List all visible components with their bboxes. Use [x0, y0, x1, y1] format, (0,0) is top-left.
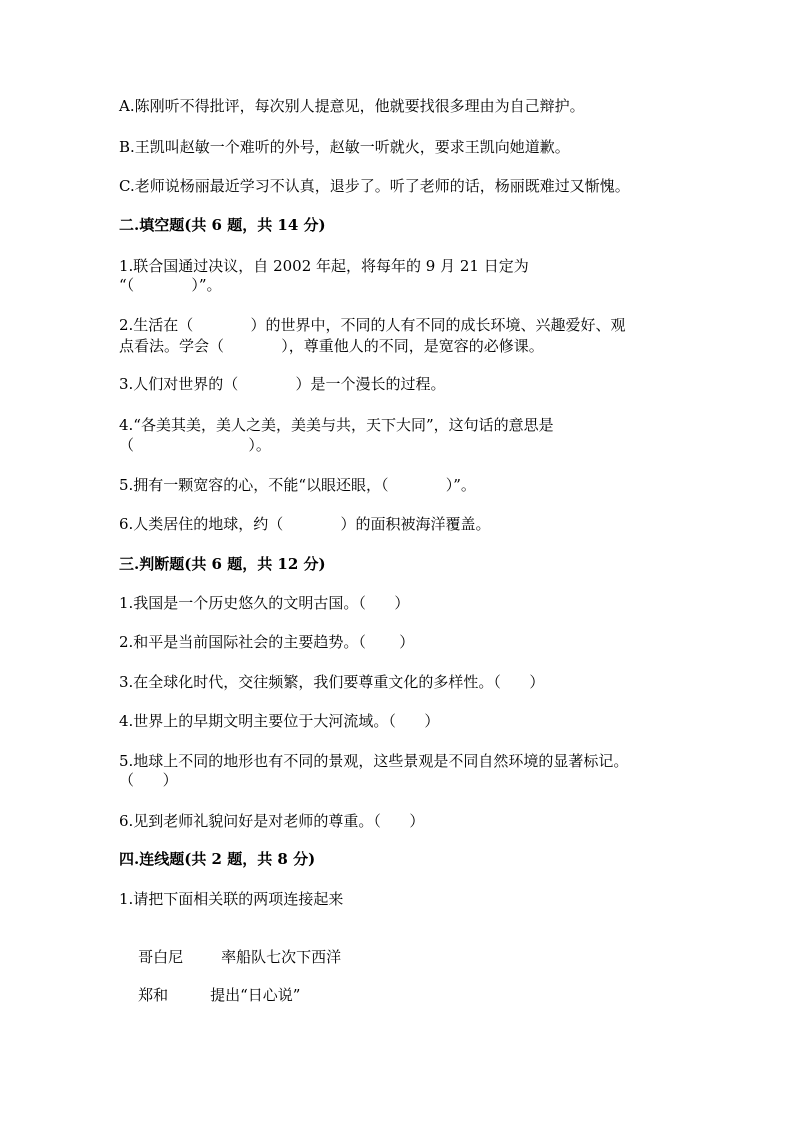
fill-blank-2-line-2: 点看法。学会（ ），尊重他人的不同，是宽容的必修课。	[119, 337, 544, 355]
fill-blank-5: 5.拥有一颗宽容的心，不能“以眼还眼，（ ）”。	[119, 476, 476, 494]
matching-right-item[interactable]: 率船队七次下西洋	[221, 948, 342, 966]
option-c: C.老师说杨丽最近学习不认真，退步了。听了老师的话，杨丽既难过又惭愧。	[119, 177, 630, 195]
matching-pair-2	[119, 968, 300, 1022]
fill-blank-2-line-1: 2.生活在（ ）的世界中，不同的人有不同的成长环境、兴趣爱好、观	[119, 316, 626, 334]
fill-blank-3: 3.人们对世界的（ ）是一个漫长的过程。	[119, 375, 446, 393]
judgement-1: 1.我国是一个历史悠久的文明古国。（ ）	[119, 594, 410, 612]
fill-blank-6: 6.人类居住的地球，约（ ）的面积被海洋覆盖。	[119, 515, 491, 533]
fill-blank-4-line-2: （ ）。	[119, 436, 271, 454]
matching-left-item[interactable]: 哥白尼	[138, 948, 184, 966]
fill-blank-1-line-1: 1.联合国通过决议，自 2002 年起，将每年的 9 月 21 日定为	[119, 257, 529, 275]
judgement-5-line-2: （ ）	[119, 771, 178, 789]
matching-left-item[interactable]: 郑和	[138, 986, 169, 1004]
judgement-6: 6.见到老师礼貌问好是对老师的尊重。（ ）	[119, 812, 425, 830]
fill-blank-1-line-2: “（ ）”。	[119, 276, 222, 294]
section-judgement-title: 三.判断题(共 6 题，共 12 分)	[119, 555, 326, 573]
fill-blank-4-line-1: 4.“各美其美，美人之美，美美与共，天下大同”，这句话的意思是	[119, 416, 554, 434]
section-matching-title: 四.连线题(共 2 题，共 8 分)	[119, 850, 316, 868]
section-fill-blank-title: 二.填空题(共 6 题，共 14 分)	[119, 216, 326, 234]
judgement-4: 4.世界上的早期文明主要位于大河流域。（ ）	[119, 712, 440, 730]
option-a: A.陈刚听不得批评，每次别人提意见，他就要找很多理由为自己辩护。	[119, 97, 585, 115]
option-b: B.王凯叫赵敏一个难听的外号，赵敏一听就火，要求王凯向她道歉。	[119, 138, 570, 156]
matching-right-item[interactable]: 提出“日心说”	[210, 986, 301, 1004]
judgement-5-line-1: 5.地球上不同的地形也有不同的景观，这些景观是不同自然环境的显著标记。	[119, 752, 629, 770]
matching-question-1: 1.请把下面相关联的两项连接起来	[119, 890, 344, 908]
judgement-2: 2.和平是当前国际社会的主要趋势。（ ）	[119, 633, 415, 651]
judgement-3: 3.在全球化时代，交往频繁，我们要尊重文化的多样性。（ ）	[119, 673, 545, 691]
